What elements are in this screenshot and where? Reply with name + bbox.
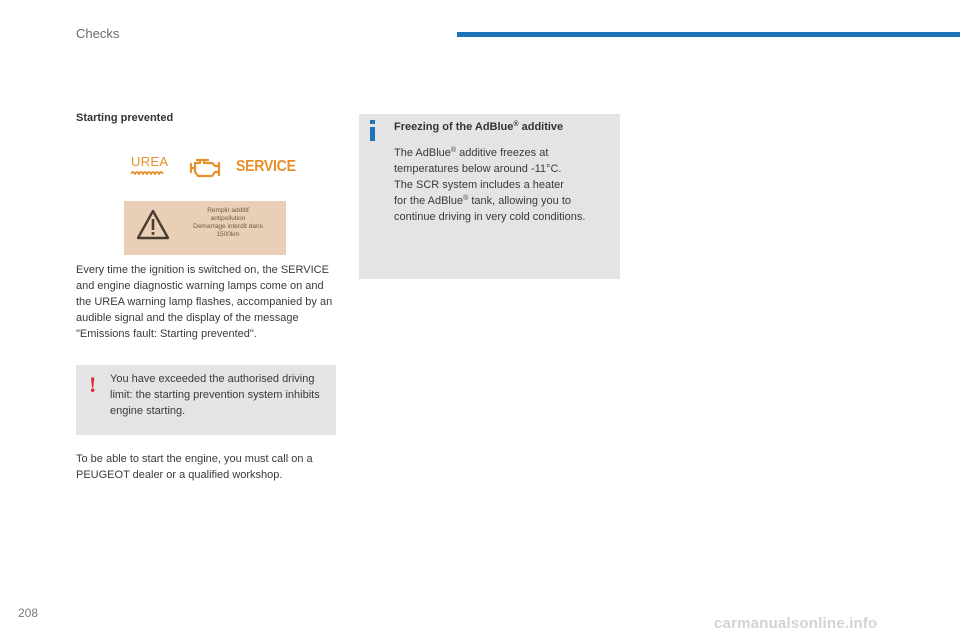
warning-triangle-icon	[136, 209, 170, 241]
service-indicator: SERVICE	[236, 158, 296, 175]
warning-box	[76, 365, 336, 435]
urea-label: UREA	[131, 154, 169, 169]
warning-text: You have exceeded the authorised driving limit: the starting prevention system inhibits engine starting.	[110, 373, 320, 417]
info-body: The AdBlue® additive freezes at temperatures below around -11°C. The SCR system includes a heater for the AdBlue® tank, allowing you to continue driving in very cold conditions.	[394, 147, 586, 223]
site-watermark: carmanualsonline.info	[714, 615, 878, 632]
paragraph-ignition: Every time the ignition is switched on, the SERVICE and engine diagnostic warning lamps come on and the UREA warning lamp flashes, accompanied by an audible signal and the display of the message "Emissions fault: Starting prevented".	[76, 264, 333, 340]
exclamation-icon: !	[89, 372, 97, 397]
section-title: Starting prevented	[76, 112, 174, 124]
page-header-bar	[457, 32, 960, 37]
info-title: Freezing of the AdBlue® additive	[394, 121, 564, 133]
engine-icon	[188, 155, 224, 181]
display-panel	[124, 201, 286, 255]
page-number: 208	[18, 606, 39, 620]
info-icon	[367, 120, 379, 142]
page-header-title: Checks	[76, 26, 120, 41]
paragraph-dealer: To be able to start the engine, you must call on a PEUGEOT dealer or a qualified workshop.	[76, 453, 313, 481]
info-box	[359, 114, 620, 279]
wave-icon	[131, 170, 165, 175]
display-message: Remplir additif antipollution Demarrage interdit dans 1500km	[193, 207, 263, 238]
urea-indicator	[131, 155, 167, 175]
